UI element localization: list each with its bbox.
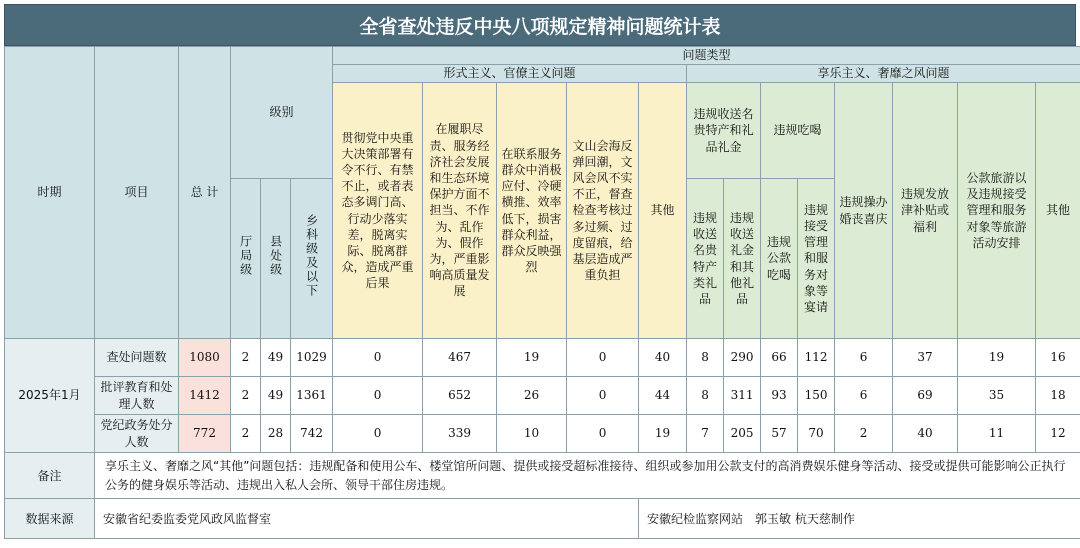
header-gift-col2: 违规收送礼金和其他礼品 xyxy=(724,179,761,339)
cell: 49 xyxy=(261,339,291,377)
header-gift-group: 违规收送名贵特产和礼品礼金 xyxy=(687,83,761,179)
table-row xyxy=(5,377,1080,415)
cell: 40 xyxy=(893,415,958,453)
cell: 290 xyxy=(724,339,761,377)
header-level-xian: 县处级 xyxy=(261,179,291,339)
cell: 0 xyxy=(567,377,639,415)
header-g1-col1: 贯彻党中央重大决策部署有令不行、有禁不止，或者表态多调门高、行动少落实差，脱离实际、脱离群众，造成严重后果 xyxy=(333,83,423,339)
header-g2-other: 其他 xyxy=(1036,83,1080,339)
table-row xyxy=(5,339,1080,377)
cell: 1412 xyxy=(179,377,231,415)
header-eat-col1: 违规公款吃喝 xyxy=(761,179,798,339)
period-cell: 2025年1月 xyxy=(5,339,95,453)
cell: 0 xyxy=(333,339,423,377)
header-total: 总 计 xyxy=(179,47,231,339)
cell: 0 xyxy=(567,415,639,453)
header-group-hedonism: 享乐主义、奢靡之风问题 xyxy=(687,65,1080,83)
cell: 6 xyxy=(835,339,893,377)
table-row xyxy=(5,415,1080,453)
cell: 2 xyxy=(231,339,261,377)
cell: 772 xyxy=(179,415,231,453)
cell: 1361 xyxy=(291,377,333,415)
row-label: 查处问题数 xyxy=(95,339,179,377)
header-g2-subsidy: 违规发放津补贴或福利 xyxy=(893,83,958,339)
cell: 70 xyxy=(798,415,835,453)
cell: 19 xyxy=(958,339,1036,377)
notes-label: 备注 xyxy=(5,453,95,499)
cell: 205 xyxy=(724,415,761,453)
cell: 150 xyxy=(798,377,835,415)
cell: 18 xyxy=(1036,377,1080,415)
cell: 19 xyxy=(497,339,567,377)
cell: 26 xyxy=(497,377,567,415)
header-g1-other: 其他 xyxy=(639,83,687,339)
row-label: 党纪政务处分人数 xyxy=(95,415,179,453)
cell: 311 xyxy=(724,377,761,415)
header-g2-wedding: 违规操办婚丧喜庆 xyxy=(835,83,893,339)
cell: 28 xyxy=(261,415,291,453)
cell: 93 xyxy=(761,377,798,415)
cell: 2 xyxy=(835,415,893,453)
header-g2-travel: 公款旅游以及违规接受管理和服务对象等旅游活动安排 xyxy=(958,83,1036,339)
header-level-xiang: 乡科级及以下 xyxy=(291,179,333,339)
cell: 8 xyxy=(687,339,724,377)
cell: 11 xyxy=(958,415,1036,453)
stats-table xyxy=(4,46,1080,539)
header-eat-group: 违规吃喝 xyxy=(761,83,835,179)
table-title: 全省查处违反中央八项规定精神问题统计表 xyxy=(4,4,1076,46)
notes-text: 享乐主义、奢靡之风“其他”问题包括：违规配备和使用公车、楼堂馆所问题、提供或接受超标准接待、组织或参加用公款支付的高消费娱乐健身等活动、接受或提供可能影响公正执行公务的健身娱乐等活动、违规出入私人会所、领导干部住房违规。 xyxy=(95,453,1080,499)
cell: 7 xyxy=(687,415,724,453)
cell: 10 xyxy=(497,415,567,453)
cell: 6 xyxy=(835,377,893,415)
cell: 0 xyxy=(333,415,423,453)
cell: 35 xyxy=(958,377,1036,415)
row-label: 批评教育和处理人数 xyxy=(95,377,179,415)
header-level-ting: 厅局级 xyxy=(231,179,261,339)
header-problem-type: 问题类型 xyxy=(333,47,1080,65)
header-g1-col2: 在履职尽责、服务经济社会发展和生态环境保护方面不担当、不作为、乱作为、假作为，严重影响高质量发展 xyxy=(423,83,497,339)
source-label: 数据来源 xyxy=(5,499,95,539)
cell: 12 xyxy=(1036,415,1080,453)
header-g1-col3: 在联系服务群众中消极应付、冷硬横推、效率低下，损害群众利益，群众反映强烈 xyxy=(497,83,567,339)
cell: 1029 xyxy=(291,339,333,377)
stats-table-frame xyxy=(4,4,1076,544)
cell: 49 xyxy=(261,377,291,415)
header-level: 级别 xyxy=(231,47,333,179)
cell: 0 xyxy=(333,377,423,415)
cell: 19 xyxy=(639,415,687,453)
cell: 69 xyxy=(893,377,958,415)
cell: 2 xyxy=(231,377,261,415)
cell: 16 xyxy=(1036,339,1080,377)
cell: 37 xyxy=(893,339,958,377)
cell: 467 xyxy=(423,339,497,377)
header-group-formalism: 形式主义、官僚主义问题 xyxy=(333,65,687,83)
cell: 339 xyxy=(423,415,497,453)
cell: 2 xyxy=(231,415,261,453)
cell: 112 xyxy=(798,339,835,377)
cell: 0 xyxy=(567,339,639,377)
source-credit: 安徽纪检监察网站 郭玉敏 杭天慈制作 xyxy=(639,499,1080,539)
header-gift-col1: 违规收送名贵特产类礼品 xyxy=(687,179,724,339)
cell: 66 xyxy=(761,339,798,377)
cell: 57 xyxy=(761,415,798,453)
header-g1-col4: 文山会海反弹回潮，文风会风不实不正，督查检查考核过多过频、过度留痕，给基层造成严重负担 xyxy=(567,83,639,339)
cell: 40 xyxy=(639,339,687,377)
cell: 44 xyxy=(639,377,687,415)
header-eat-col2: 违规接受管理和服务对象等宴请 xyxy=(798,179,835,339)
source-org: 安徽省纪委监委党风政风监督室 xyxy=(95,499,639,539)
cell: 8 xyxy=(687,377,724,415)
cell: 1080 xyxy=(179,339,231,377)
cell: 742 xyxy=(291,415,333,453)
header-item: 项目 xyxy=(95,47,179,339)
cell: 652 xyxy=(423,377,497,415)
header-period: 时期 xyxy=(5,47,95,339)
